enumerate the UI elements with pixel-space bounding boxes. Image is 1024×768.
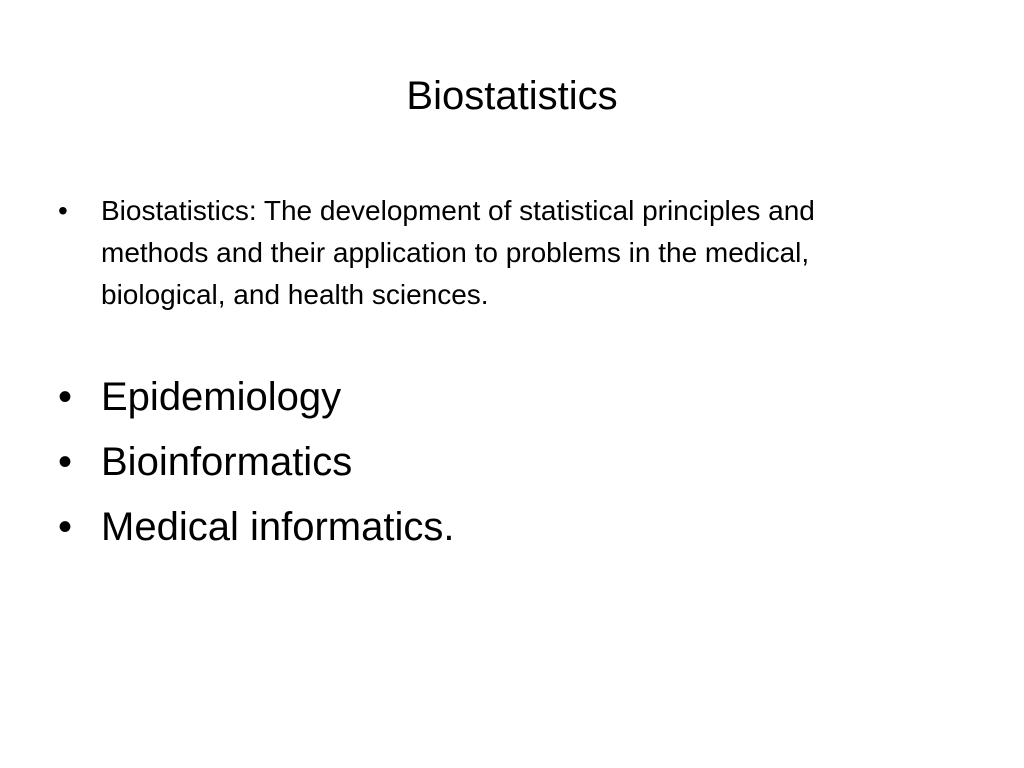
bullet-icon: • [58,440,73,484]
bullet-text: Medical informatics. [101,505,455,549]
bullet-icon: • [58,195,68,226]
slide-title: Biostatistics [406,74,618,118]
bullet-item-epidemiology [58,372,928,422]
bullet-text: Bioinformatics [101,440,353,484]
bullet-text: Epidemiology [101,375,342,419]
bullet-item-medical-informatics [58,502,928,552]
bullet-text: Biostatistics: The development of statistical principles and methods and their application to problems in the medical, biological, and health sciences. [101,195,815,310]
bullet-icon: • [58,375,73,419]
bullet-item-bioinformatics [58,437,928,487]
bullet-item-definition [58,190,928,316]
bullet-icon: • [58,505,73,549]
